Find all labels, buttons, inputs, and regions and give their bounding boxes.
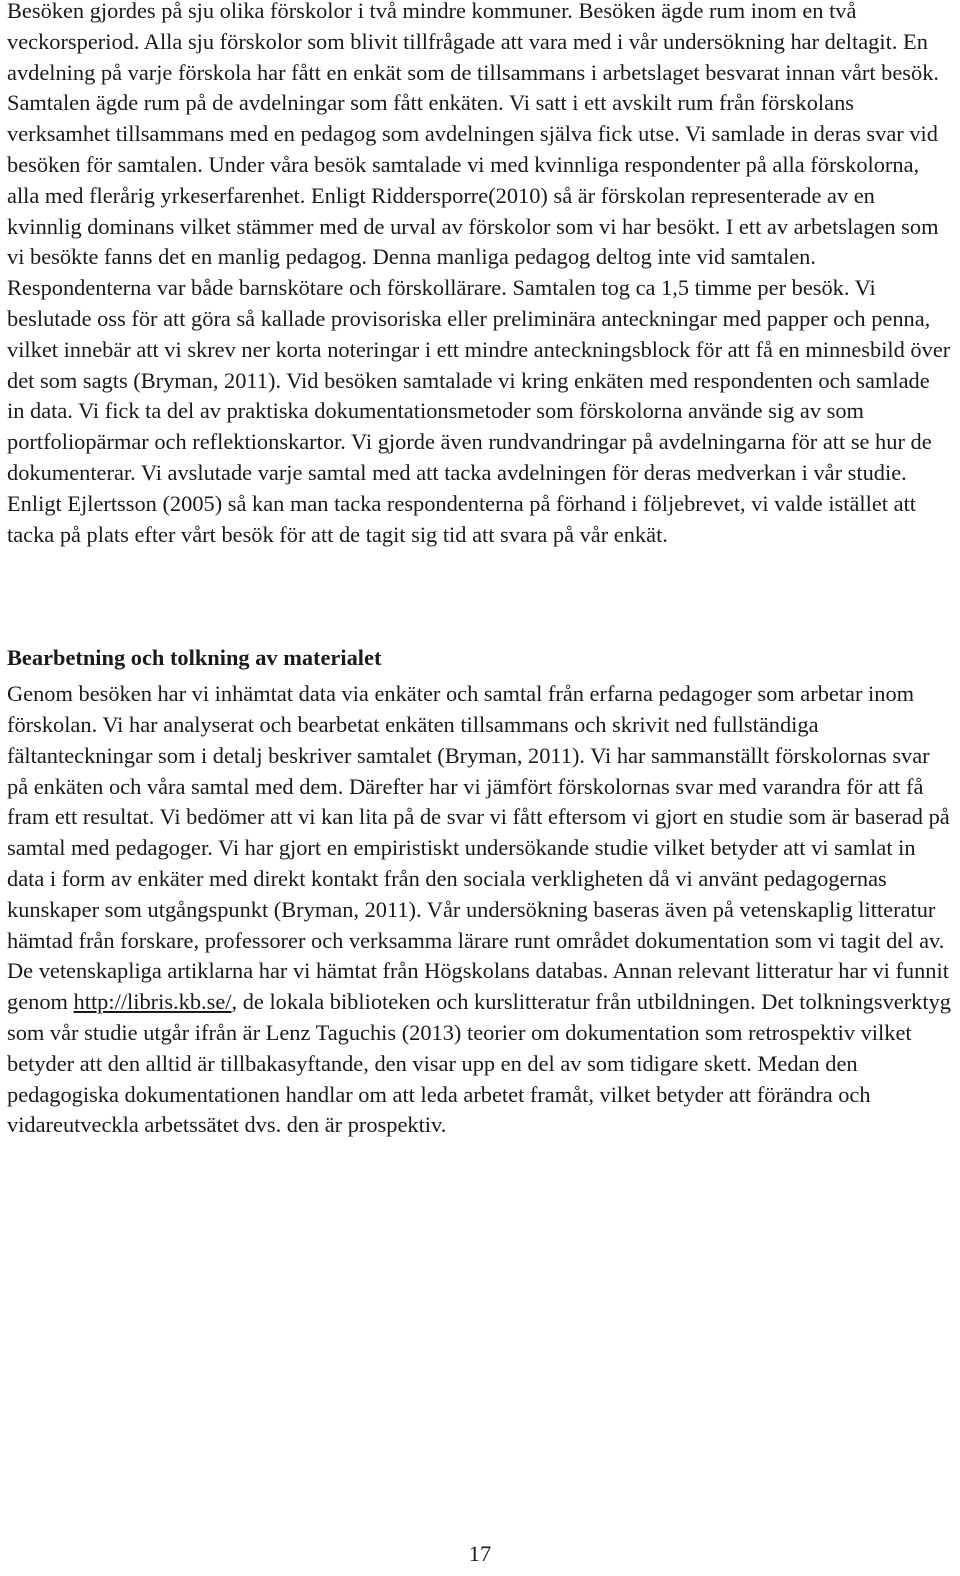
paragraph-text-before-link: Genom besöken har vi inhämtat data via enkäter och samtal från erfarna pedagoger som arbetar inom förskolan. Vi har analyserat och bearbetat enkäten tillsammans och skrivit ned fullständiga fältanteckningar som i detalj beskriver samtalet (Bryman, 2011). Vi har sammanställt förskolornas svar på enkäten och våra samtal med dem. Därefter har vi jämfört förskolornas svar med varandra för att få fram ett resultat. Vi bedömer att vi kan lita på de svar vi fått eftersom vi gjort en studie som är baserad på samtal med pedagoger. Vi har gjort en empiristiskt undersökande studie vilket betyder att vi samlat in data i form av enkäter med direkt kontakt från den sociala verkligheten då vi använt pedagogernas kunskaper som utgångspunkt (Bryman, 2011). Vår undersökning baseras även på vetenskaplig litteratur hämtad från forskare, professorer och verksamma lärare runt området dokumentation som vi tagit del av. De vetenskapliga artiklarna har vi hämtat från Högskolans databas. Annan relevant litteratur har vi funnit genom <box>7 681 950 1015</box>
page-number: 17 <box>468 1541 492 1566</box>
section-heading: Bearbetning och tolkning av materialet <box>7 645 382 671</box>
body-paragraph-visits: Besöken gjordes på sju olika förskolor i två mindre kommuner. Besöken ägde rum inom en två veckorsperiod. Alla sju förskolor som blivit tillfrågade att vara med i vår undersökning har deltagit. En avdelning på varje förskola har fått en enkät som de tillsammans i arbetslaget besvarat innan vårt besök. Samtalen ägde rum på de avdelningar som fått enkäten. Vi satt i ett avskilt rum från förskolans verksamhet tillsammans med en pedagog som avdelningen själva fick utse. Vi samlade in deras svar vid besöken för samtalen. Under våra besök samtalade vi med kvinnliga respondenter på alla förskolorna, alla med flerårig yrkeserfarenhet. Enligt Riddersporre(2010) så är förskolan representerade av en kvinnlig dominans vilket stämmer med de urval av förskolor som vi har besökt. I ett av arbetslagen som vi besökte fanns det en manlig pedagog. Denna manliga pedagog deltog inte vid samtalen. Respondenterna var både barnskötare och förskollärare. Samtalen tog ca 1,5 timme per besök. Vi beslutade oss för att göra så kallade provisoriska eller preliminära anteckningar med papper och penna, vilket innebär att vi skrev ner korta noteringar i ett mindre anteckningsblock för att få en minnesbild över det som sagts (Bryman, 2011). Vid besöken samtalade vi kring enkäten med respondenten och samlade in data. Vi fick ta del av praktiska dokumentationsmetoder som förskolorna använde sig av som portfoliopärmar och reflektionskartor. Vi gjorde även rundvandringar på avdelningarna för att se hur de dokumenterar. Vi avslutade varje samtal med att tacka avdelningen för deras medverkan i vår studie. Enligt Ejlertsson (2005) så kan man tacka respondenterna på förhand i följebrevet, vi valde istället att tacka på plats efter vårt besök för att de tagit sig tid att svara på vår enkät. <box>7 0 951 547</box>
section-spacer <box>7 550 951 643</box>
body-paragraph-processing <box>7 679 951 1141</box>
paragraph-text-after-link: , de lokala biblioteken och kurslitteratur från utbildningen. Det tolkningsverktyg som vår studie utgår ifrån är Lenz Taguchis (2013) teorier om dokumentation som retrospektiv vilket betyder att den alltid är tillbakasyftande, den visar upp en del av som tidigare skett. Medan den pedagogiska dokumentationen handlar om att leda arbetet framåt, vilket betyder att förändra och vidareutveckla arbetssätet dvs. den är prospektiv. <box>7 989 951 1138</box>
libris-link[interactable]: http://libris.kb.se/ <box>73 989 232 1015</box>
document-page <box>7 0 951 1141</box>
